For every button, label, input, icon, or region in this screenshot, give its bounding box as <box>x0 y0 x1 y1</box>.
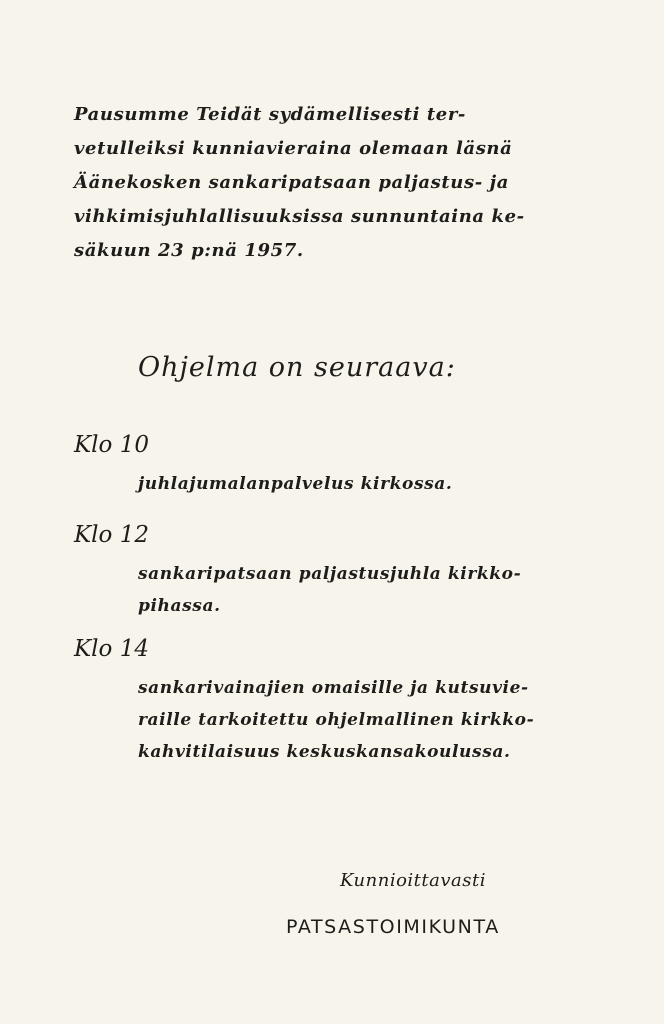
program-description-line: sankarivainajien omaisille ja kutsuvie- <box>138 678 529 698</box>
invitation-line: Pausumme Teidät sydämellisesti ter- <box>74 104 466 125</box>
invitation-line: vihkimisjuhlallisuuksissa sunnuntaina ke- <box>74 206 525 227</box>
closing-salutation: Kunnioittavasti <box>340 870 487 891</box>
program-description-line: pihassa. <box>138 596 221 616</box>
program-description-line: juhlajumalanpalvelus kirkossa. <box>138 474 453 494</box>
program-heading: Ohjelma on seuraava: <box>138 352 456 383</box>
program-description-line: kahvitilaisuus keskuskansakoulussa. <box>138 742 511 762</box>
program-description <box>138 558 521 622</box>
invitation-line: vetulleiksi kunniavieraina olemaan läsnä <box>74 138 513 159</box>
program-item-12 <box>74 522 521 622</box>
program-description-line: sankaripatsaan paljastusjuhla kirkko- <box>138 564 522 584</box>
program-item-14 <box>74 636 534 768</box>
program-description <box>138 468 452 500</box>
program-time: Klo 10 <box>74 432 149 458</box>
program-description-line: raille tarkoitettu ohjelmallinen kirkko- <box>138 710 535 730</box>
invitation-text <box>74 98 594 268</box>
invitation-line: säkuun 23 p:nä 1957. <box>74 240 304 261</box>
program-item-10 <box>74 432 452 500</box>
program-time: Klo 14 <box>74 636 149 662</box>
invitation-line: Äänekosken sankaripatsaan paljastus- ja <box>74 172 510 193</box>
signatory: PATSASTOIMIKUNTA <box>286 916 500 938</box>
program-time: Klo 12 <box>74 522 149 548</box>
program-description <box>138 672 534 768</box>
